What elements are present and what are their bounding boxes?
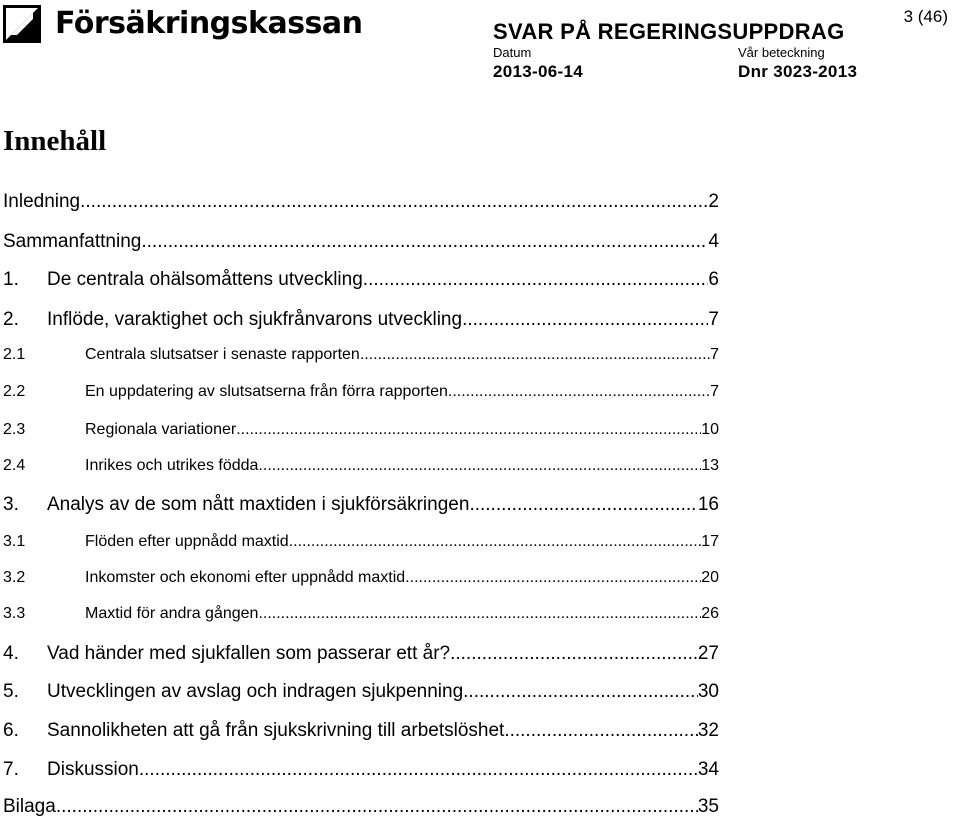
date-value: 2013-06-14 — [493, 62, 583, 81]
toc-entry-number: 5. — [3, 681, 19, 702]
toc-entry-title: Vad händer med sjukfallen som passerar ett år? — [47, 643, 451, 664]
toc-entry-page: 7 — [710, 383, 719, 400]
toc-entry-page: 30 — [697, 681, 719, 702]
toc-entry[interactable] — [3, 643, 719, 665]
toc-entry-page: 34 — [697, 759, 719, 780]
toc-entry[interactable] — [3, 309, 719, 331]
toc-dot-leader — [258, 457, 701, 475]
toc-entry-page: 20 — [701, 569, 719, 586]
toc-entry-page: 17 — [701, 533, 719, 550]
toc-entry-number: 3.1 — [3, 533, 26, 550]
toc-dot-leader — [450, 643, 698, 665]
toc-entry-number: 2. — [3, 309, 19, 330]
logo-text: Försäkringskassan — [55, 6, 363, 41]
toc-entry-title: Inrikes och utrikes födda — [85, 457, 259, 474]
toc-dot-leader — [469, 494, 697, 516]
toc-entry-title: Regionala variationer — [85, 421, 237, 438]
toc-entry-number: 2.4 — [3, 457, 26, 474]
logo — [3, 4, 363, 44]
toc-entry-title: Inkomster och ekonomi efter uppnådd maxtid — [85, 569, 406, 586]
page-number: 3 (46) — [903, 7, 948, 26]
toc-entry-title: Diskussion — [47, 759, 139, 780]
toc-entry-title: Flöden efter uppnådd maxtid — [85, 533, 289, 550]
toc-entry-number: 2.1 — [3, 346, 26, 363]
toc-entry[interactable] — [3, 346, 719, 364]
toc-dot-leader — [258, 605, 701, 623]
toc-entry-number: 3.3 — [3, 605, 26, 622]
toc-entry-title: Centrala slutsatser i senaste rapporten — [85, 346, 360, 363]
toc-dot-leader — [504, 720, 698, 742]
document-type: SVAR PÅ REGERINGSUPPDRAG — [493, 19, 845, 44]
toc-entry-title: De centrala ohälsomåttens utveckling — [47, 269, 363, 290]
toc-entry[interactable] — [3, 191, 719, 213]
toc-entry-number: 4. — [3, 643, 19, 664]
toc-dot-leader — [462, 309, 708, 331]
toc-dot-leader — [405, 569, 701, 587]
toc-entry-title: Bilaga — [3, 796, 56, 817]
toc-entry-number: 6. — [3, 720, 19, 741]
toc-dot-leader — [289, 533, 702, 551]
toc-dot-leader — [139, 759, 698, 781]
toc-entry-page: 26 — [701, 605, 719, 622]
toc-entry-title: Inledning — [3, 191, 81, 212]
reference-value: Dnr 3023-2013 — [738, 62, 858, 81]
toc-dot-leader — [56, 796, 698, 818]
toc-entry-title: Sammanfattning — [3, 231, 142, 252]
toc-dot-leader — [236, 421, 701, 439]
toc-dot-leader — [363, 269, 709, 291]
logo-icon — [3, 5, 41, 43]
toc-entry-page: 13 — [701, 457, 719, 474]
toc-entry-page: 35 — [697, 796, 719, 817]
toc-entry[interactable] — [3, 421, 719, 439]
toc-entry-number: 7. — [3, 759, 19, 780]
toc-entry-page: 7 — [708, 309, 719, 330]
toc-entry-number: 2.3 — [3, 421, 26, 438]
toc-entry-number: 2.2 — [3, 383, 26, 400]
toc-entry-number: 1. — [3, 269, 19, 290]
toc-entry[interactable] — [3, 681, 719, 703]
toc-dot-leader — [463, 681, 698, 703]
toc-dot-leader — [141, 231, 708, 253]
toc-entry[interactable] — [3, 605, 719, 623]
page-title: Innehåll — [3, 125, 107, 157]
toc-entry-page: 6 — [708, 269, 719, 290]
toc-entry-title: Maxtid för andra gången — [85, 605, 259, 622]
toc-entry-number: 3.2 — [3, 569, 26, 586]
toc-entry-number: 3. — [3, 494, 19, 515]
toc-entry-page: 32 — [697, 720, 719, 741]
toc-entry[interactable] — [3, 533, 719, 551]
reference-label: Vår beteckning — [738, 45, 825, 60]
toc-dot-leader — [448, 383, 710, 401]
date-label: Datum — [493, 45, 532, 60]
toc-entry-title: Analys av de som nått maxtiden i sjukförsäkringen — [47, 494, 470, 515]
toc-entry[interactable] — [3, 457, 719, 475]
toc-entry-page: 7 — [710, 346, 719, 363]
toc-entry-page: 4 — [708, 231, 719, 252]
toc-entry[interactable] — [3, 759, 719, 781]
toc-entry[interactable] — [3, 269, 719, 291]
toc-entry-page: 16 — [697, 494, 719, 515]
toc-dot-leader — [80, 191, 708, 213]
toc-entry-title: Inflöde, varaktighet och sjukfrånvarons utveckling — [47, 309, 463, 330]
toc-entry[interactable] — [3, 720, 719, 742]
toc-entry[interactable] — [3, 231, 719, 253]
toc-entry-page: 27 — [697, 643, 719, 664]
toc-entry-title: En uppdatering av slutsatserna från förra rapporten — [85, 383, 448, 400]
toc-dot-leader — [360, 346, 710, 364]
toc-entry-title: Sannolikheten att gå från sjukskrivning till arbetslöshet — [47, 720, 505, 741]
toc-entry-title: Utvecklingen av avslag och indragen sjukpenning — [47, 681, 464, 702]
toc-entry[interactable] — [3, 796, 719, 818]
toc-entry[interactable] — [3, 494, 719, 516]
toc-entry-page: 2 — [708, 191, 719, 212]
toc-entry-page: 10 — [701, 421, 719, 438]
toc-entry[interactable] — [3, 569, 719, 587]
toc-entry[interactable] — [3, 383, 719, 401]
